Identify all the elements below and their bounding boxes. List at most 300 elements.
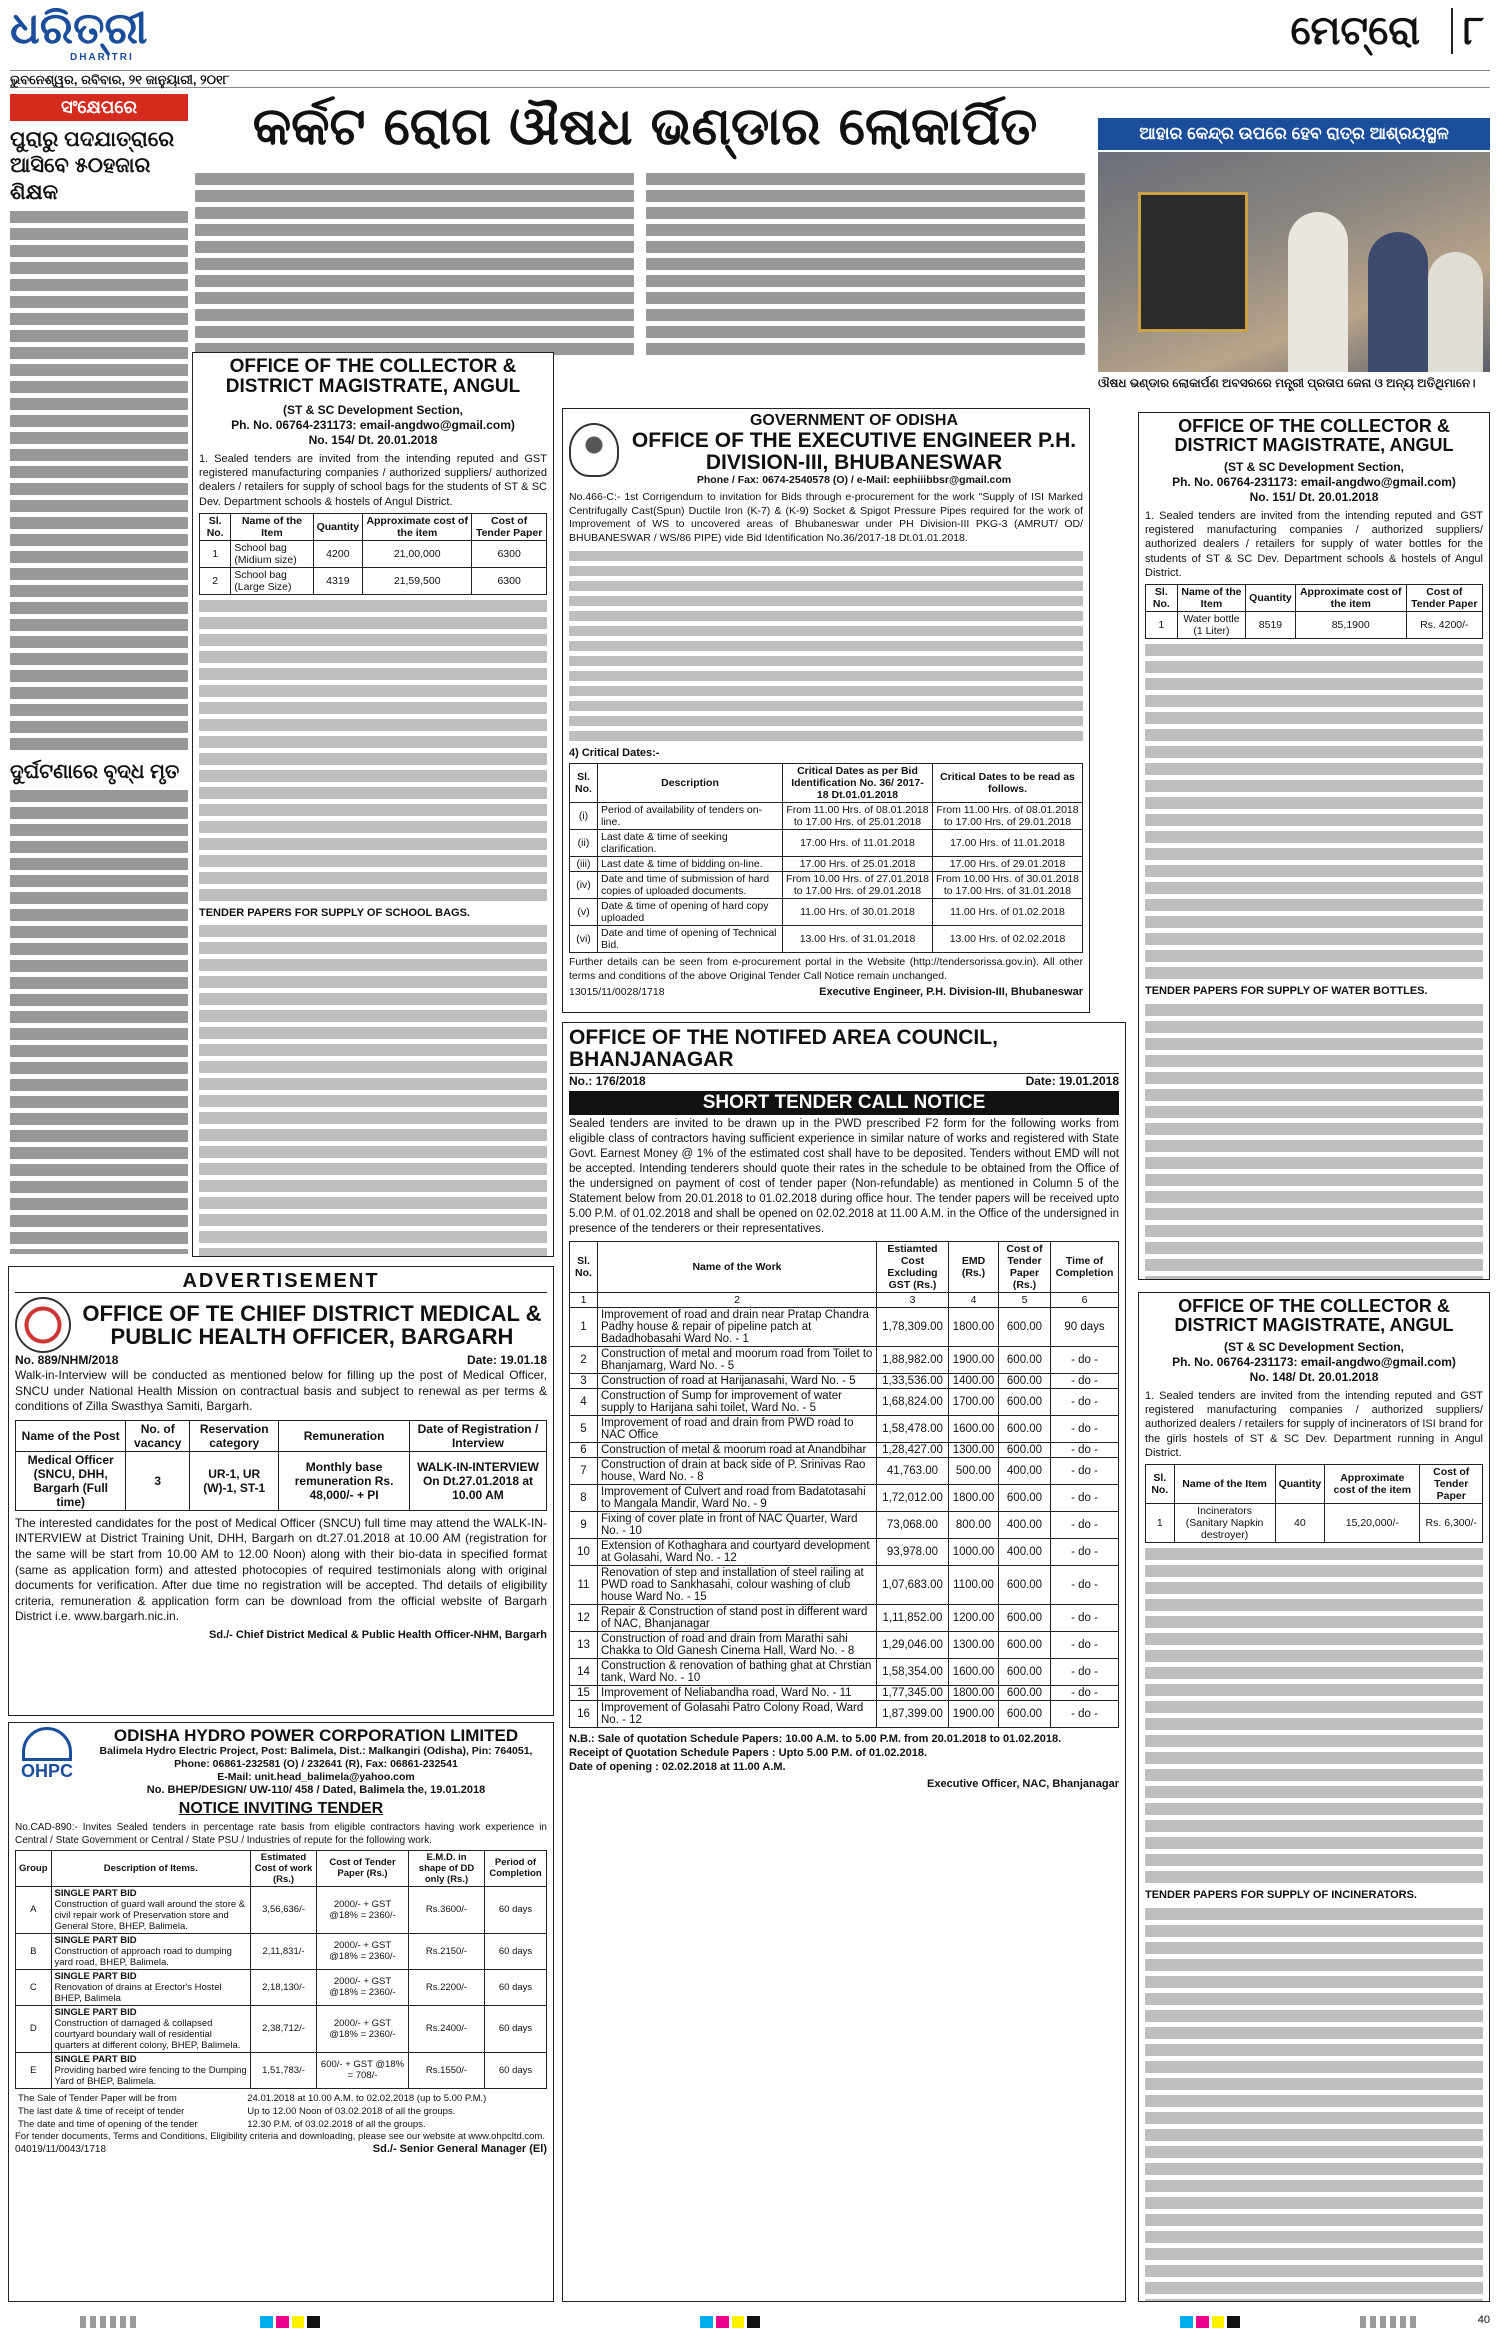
cell: 17.00 Hrs. of 29.01.2018: [933, 856, 1083, 871]
table-row: [570, 898, 1083, 925]
cell: 24.01.2018 at 10.00 A.M. to 02.02.2018 (up to 5.00 P.M.): [247, 2092, 487, 2104]
cell: 40: [1275, 1504, 1325, 1543]
cell: [51, 1933, 251, 1969]
conditions-placeholder: [199, 600, 547, 901]
cell: 400.00: [999, 1538, 1051, 1565]
notice-conditions-placeholder: [569, 551, 1083, 741]
cell: Medical Officer (SNCU, DHH, Bargarh (Full time): [16, 1451, 126, 1510]
table-row: [1146, 612, 1483, 639]
odisha-emblem-icon: [569, 423, 619, 477]
cell: Date and time of opening of Technical Bid.: [598, 925, 783, 952]
table-row: [570, 1565, 1119, 1604]
th: Cost of Tender Paper: [1406, 585, 1482, 612]
cell: 600.00: [999, 1565, 1051, 1604]
cell: 2: [570, 1346, 598, 1373]
photo-banner: ଆହାର କେନ୍ଦ୍ର ଉପରେ ହେବ ରାତ୍ର ଆଶ୍ରୟସ୍ଥଳ: [1098, 118, 1490, 150]
cell: (iii): [570, 856, 598, 871]
conditions-placeholder-2: [1145, 1908, 1483, 2302]
cell: 2000/- + GST @18% = 2360/-: [317, 2005, 409, 2052]
cell: Period of availability of tenders on-line.: [598, 802, 783, 829]
cell: Renovation of step and installation of steel railing at PWD road to Sankhasahi, colour washing of club house Ward No. - 15: [598, 1565, 877, 1604]
cell: B: [16, 1933, 52, 1969]
table-row: [570, 856, 1083, 871]
th: Name of the Item: [1174, 1465, 1275, 1504]
notice-intro: 1. Sealed tenders are invited from the intending reputed and GST registered manufacturing companies / authorized suppliers/ authorized dealers / retailers for supply of school bags for the students of ST & SC Dev. Department schools & hostels of Angul District.: [199, 452, 547, 508]
bid-type: SINGLE PART BID: [54, 1934, 137, 1946]
table-row: [16, 1886, 547, 1933]
th: Approximate cost of the item: [1295, 585, 1406, 612]
cell: Extension of Kothaghara and courtyard development at Golasahi, Ward No. - 12: [598, 1538, 877, 1565]
conditions-placeholder-2: [199, 925, 547, 1257]
cell: 60 days: [485, 2052, 547, 2088]
cell: 15: [570, 1685, 598, 1700]
cell: Rs. 6,300/-: [1420, 1504, 1483, 1543]
cell: E: [16, 2052, 52, 2088]
cell: 17.00 Hrs. of 11.01.2018: [933, 829, 1083, 856]
table-row: [16, 1969, 547, 2005]
cell: Construction of drain at back side of P. Srinivas Rao house, Ward No. - 8: [598, 1457, 877, 1484]
notice-intro: No.CAD-890:- Invites Sealed tenders in percentage rate basis from eligible contractors having work experience in Central / State Government or Central / State PSU / Industries of repute for the following work.: [15, 1821, 547, 1846]
cell: 90 days: [1051, 1307, 1119, 1346]
table-row: [15, 2092, 547, 2105]
signature: Executive Engineer, P.H. Division-III, Bhubaneswar: [819, 986, 1083, 999]
cell: 1000.00: [949, 1538, 999, 1565]
cell: 600.00: [999, 1388, 1051, 1415]
cell: 4: [949, 1292, 999, 1307]
table-row: [570, 1373, 1119, 1388]
notice-banner: NOTICE INVITING TENDER: [178, 1799, 384, 1817]
cell: 1,33,536.00: [877, 1373, 949, 1388]
item-phrase: TENDER PAPERS FOR SUPPLY OF SCHOOL BAGS.: [199, 907, 470, 920]
cell: 600.00: [999, 1484, 1051, 1511]
cell: - do -: [1051, 1565, 1119, 1604]
signature: Sd./- Chief District Medical & Public Health Officer-NHM, Bargarh: [209, 1628, 547, 1641]
cell: 8: [570, 1484, 598, 1511]
th: Name of the Post: [16, 1420, 126, 1451]
bid-type: SINGLE PART BID: [54, 2006, 137, 2018]
table-row: [570, 1484, 1119, 1511]
th: E.M.D. in shape of DD only (Rs.): [409, 1850, 485, 1886]
cell: - do -: [1051, 1457, 1119, 1484]
cell: 600.00: [999, 1346, 1051, 1373]
cell: Date and time of submission of hard copies of uploaded documents.: [598, 871, 783, 898]
conditions-placeholder: [1145, 1548, 1483, 1883]
cell: 4: [570, 1388, 598, 1415]
notice-cdmo-bargarh: [8, 1266, 554, 1716]
cell: 1800.00: [949, 1484, 999, 1511]
table-row: [570, 925, 1083, 952]
table-row: [15, 2105, 547, 2118]
notice-angul-school-bags: [192, 352, 554, 1257]
conditions-placeholder-2: [1145, 1004, 1483, 1280]
cell: 4200: [313, 541, 363, 568]
cell: 600.00: [999, 1685, 1051, 1700]
ohpc-logo: [15, 1727, 79, 1798]
cell: Fixing of cover plate in front of NAC Quarter, Ward No. - 10: [598, 1511, 877, 1538]
notice-number: No. 148/ Dt. 20.01.2018: [1249, 1369, 1379, 1384]
cell: 600.00: [999, 1658, 1051, 1685]
cell: 1,87,399.00: [877, 1700, 949, 1727]
th: Sl. No.: [570, 1241, 598, 1292]
notice-body: Sealed tenders are invited to be drawn up in the PWD prescribed F2 form for the following works from eligible class of contractors having sufficient experience in similar nature of works and registered with State Govt. Earnest Money @ 1% of the estimated cost shall have to be deposited. Tenders without EMD will not be accepted. Intending tenderers should quote their rates in the schedule to be obtained from the Office of the undersigned on payment of cost of tender paper (Non-refundable) as mentioned in Column 5 of the Statement below from 20.01.2018 to 01.02.2018 during office hour. The tender papers will be received upto 5.00 P.M. of 01.02.2018 and shall be opened on 02.02.2018 at 11.00 A.M. in the Office of the undersigned in presence of the tenderers or their representatives.: [569, 1118, 1119, 1235]
th: Cost of Tender Paper: [1420, 1465, 1483, 1504]
cell: 1: [570, 1292, 598, 1307]
ohpc-logo-icon: [22, 1727, 72, 1761]
notice-title: OFFICE OF THE COLLECTOR & DISTRICT MAGISTRATE, ANGUL: [1174, 416, 1454, 455]
th: Estiamted Cost Excluding GST (Rs.): [877, 1241, 949, 1292]
notice-banner: ADVERTISEMENT: [15, 1271, 547, 1293]
cell: - do -: [1051, 1685, 1119, 1700]
cell: 7: [570, 1457, 598, 1484]
cell: 13.00 Hrs. of 02.02.2018: [933, 925, 1083, 952]
notice-ee-ph-division: [562, 408, 1090, 1013]
cell: 1600.00: [949, 1658, 999, 1685]
cell: 2000/- + GST @18% = 2360/-: [317, 1969, 409, 2005]
table-row: [15, 2118, 547, 2131]
notice-title: OFFICE OF TE CHIEF DISTRICT MEDICAL & PUBLIC HEALTH OFFICER, BARGARH: [82, 1300, 542, 1349]
lead-headline: କର୍କଟ ରୋଗ ଔଷଧ ଭଣ୍ଡାର ଲୋକାର୍ପିତ: [252, 97, 1038, 157]
th: Name of the Work: [598, 1241, 877, 1292]
notice-number: No. BHEP/DESIGN/ UW-110/ 458 / Dated, Balimela the, 19.01.2018: [146, 1784, 486, 1797]
table-row: [200, 541, 547, 568]
cell: - do -: [1051, 1700, 1119, 1727]
cell: [51, 1969, 251, 2005]
th: Quantity: [1246, 585, 1296, 612]
cell: 2000/- + GST @18% = 2360/-: [317, 1933, 409, 1969]
cell: 6: [570, 1442, 598, 1457]
notice-email: E-Mail: unit.head_balimela@yahoo.com: [217, 1771, 415, 1784]
cell: 1900.00: [949, 1700, 999, 1727]
table-row: [570, 871, 1083, 898]
table-row: [570, 1685, 1119, 1700]
cell: Rs.2150/-: [409, 1933, 485, 1969]
cell: 12.30 P.M. of 03.02.2018 of all the groups.: [247, 2118, 426, 2130]
cell: 1,88,982.00: [877, 1346, 949, 1373]
cell: 41,763.00: [877, 1457, 949, 1484]
cell: 1400.00: [949, 1373, 999, 1388]
th: Quantity: [1275, 1465, 1325, 1504]
notice-title: OFFICE OF THE COLLECTOR & DISTRICT MAGISTRATE, ANGUL: [225, 356, 521, 397]
cell: 73,068.00: [877, 1511, 949, 1538]
cell: 1,77,345.00: [877, 1685, 949, 1700]
cell: The last date & time of receipt of tender: [18, 2105, 185, 2117]
table-row: [570, 829, 1083, 856]
table-row: [570, 802, 1083, 829]
notice-section: (ST & SC Development Section,: [1223, 459, 1405, 474]
table-row: [570, 1346, 1119, 1373]
notice-title: OFFICE OF THE COLLECTOR & DISTRICT MAGISTRATE, ANGUL: [1174, 1296, 1454, 1335]
cell: 1800.00: [949, 1685, 999, 1700]
table-row: [570, 1631, 1119, 1658]
logo-sub: DHARITRI: [70, 52, 134, 63]
dateline-text: ଭୁବନେଶ୍ୱର, ରବିବାର, ୨୧ ଜାନୁୟାରୀ, ୨୦୧୮: [10, 72, 230, 87]
notice-angul-incinerators: [1138, 1292, 1490, 2302]
bid-description: Construction of approach road to dumping yard road, BHEP, Balimela.: [54, 1945, 232, 1968]
cell: Construction of Sump for improvement of water supply to Harijana sahi toilet, Ward No. - 5: [598, 1388, 877, 1415]
cell: 5: [570, 1415, 598, 1442]
cell: 14: [570, 1658, 598, 1685]
ohpc-dates: [15, 2092, 547, 2131]
notice-title: OFFICE OF THE NOTIFED AREA COUNCIL, BHANJANAGAR: [569, 1027, 1119, 1074]
cell: 3: [877, 1292, 949, 1307]
cell: School bag (Large Size): [231, 568, 313, 595]
table-row: [16, 1451, 547, 1510]
cell: UR-1, UR (W)-1, ST-1: [190, 1451, 279, 1510]
cell: 800.00: [949, 1511, 999, 1538]
cell: Improvement of Culvert and road from Badatotasahi to Mangala Mandir, Ward No. - 9: [598, 1484, 877, 1511]
cell: (i): [570, 802, 598, 829]
cell: 12: [570, 1604, 598, 1631]
bid-description: Providing barbed wire fencing to the Dumping Yard of BHEP, Balimela.: [54, 2064, 247, 2087]
brief-title-2: ଦୁର୍ଘଟଣାରେ ବୃଦ୍ଧ ମୃତ: [10, 760, 180, 783]
cell: 17.00 Hrs. of 25.01.2018: [783, 856, 933, 871]
table-row: [570, 1511, 1119, 1538]
notice-number: No.: 176/2018: [569, 1074, 646, 1089]
th: Description of Items.: [51, 1850, 251, 1886]
cell: - do -: [1051, 1373, 1119, 1388]
signature: Executive Officer, NAC, Bhanjanagar: [927, 1778, 1119, 1791]
notice-body: The interested candidates for the post of Medical Officer (SNCU) full time may attend the WALK-IN-INTERVIEW at District Training Unit, DHH, Bargarh on dt.27.01.2018 at 10.00 AM (registration for the same will be start from 10.00 AM to 12.00 Noon) along with their bio-data in specified format (same as application form) and attested photocopies of required testimonials along with original documents for verification. After due time no registration will be accepted. Thd details of eligibility criteria, remuneration & application form can be download from the official website of Bargarh District i.e. www.bargarh.nic.in.: [15, 1515, 547, 1624]
cell: 2: [200, 568, 231, 595]
th: Cost of Tender Paper (Rs.): [999, 1241, 1051, 1292]
th: Approximate cost of the item: [1325, 1465, 1420, 1504]
cell: Up to 12.00 Noon of 03.02.2018 of all the groups.: [247, 2105, 456, 2117]
th: Cost of Tender Paper (Rs.): [317, 1850, 409, 1886]
notice-address: Balimela Hydro Electric Project, Post: Balimela, Dist.: Malkangiri (Odisha), Pin: 764051, Phone: 06861-232581 (O) / 232641 (R), Fax: 06861-232541: [99, 1744, 533, 1770]
cell: - do -: [1051, 1604, 1119, 1631]
cell: - do -: [1051, 1415, 1119, 1442]
item-phrase: TENDER PAPERS FOR SUPPLY OF INCINERATORS.: [1145, 1889, 1417, 1902]
cell: A: [16, 1886, 52, 1933]
bid-type: SINGLE PART BID: [54, 1887, 137, 1899]
items-table: [199, 513, 547, 595]
th: Name of the Item: [231, 514, 313, 541]
cell: - do -: [1051, 1511, 1119, 1538]
section-name: ମେଟ୍ରୋ: [1290, 8, 1420, 54]
cell: Repair & Construction of stand post in different ward of NAC, Bhanjanagar: [598, 1604, 877, 1631]
cell: 1: [1146, 1504, 1175, 1543]
cell: 60 days: [485, 1886, 547, 1933]
cell: From 11.00 Hrs. of 08.01.2018 to 17.00 Hrs. of 29.01.2018: [933, 802, 1083, 829]
notice-contact: Ph. No. 06764-231173: email-angdwo@gmail.com): [1172, 1354, 1456, 1369]
briefs-column: [10, 94, 188, 1254]
cell: From 10.00 Hrs. of 27.01.2018 to 17.00 Hrs. of 29.01.2018: [783, 871, 933, 898]
cell: Date & time of opening of hard copy uploaded: [598, 898, 783, 925]
cell: 11.00 Hrs. of 30.01.2018: [783, 898, 933, 925]
cell: 1,07,683.00: [877, 1565, 949, 1604]
cell: - do -: [1051, 1484, 1119, 1511]
dateline: [10, 70, 1490, 88]
notice-receipt: Receipt of Quotation Schedule Papers : Upto 5.00 P.M. of 01.02.2018.: [569, 1746, 928, 1759]
cell: 3: [570, 1373, 598, 1388]
th: Description: [598, 763, 783, 802]
th: Period of Completion: [485, 1850, 547, 1886]
notice-section: (ST & SC Development Section,: [282, 402, 464, 417]
works-table: [569, 1241, 1119, 1728]
cell: 1900.00: [949, 1346, 999, 1373]
notice-ref: 13015/11/0028/1718: [569, 986, 665, 999]
table-row: [570, 1442, 1119, 1457]
table-row: [570, 1307, 1119, 1346]
cell: - do -: [1051, 1538, 1119, 1565]
cell: 3,56,636/-: [251, 1886, 317, 1933]
cell: 17.00 Hrs. of 11.01.2018: [783, 829, 933, 856]
cell: 1,72,012.00: [877, 1484, 949, 1511]
cell: 2,11,831/-: [251, 1933, 317, 1969]
notice-banner: SHORT TENDER CALL NOTICE: [569, 1091, 1119, 1115]
notice-number: No. 889/NHM/2018: [15, 1353, 119, 1367]
th: Cost of Tender Paper: [472, 514, 547, 541]
cell: 1300.00: [949, 1442, 999, 1457]
th: Sl. No.: [200, 514, 231, 541]
th: Remuneration: [279, 1420, 410, 1451]
table-row: [200, 568, 547, 595]
cell: - do -: [1051, 1346, 1119, 1373]
th: Quantity: [313, 514, 363, 541]
cell: 1: [1146, 612, 1178, 639]
notice-nb: N.B.: Sale of quotation Schedule Papers: 10.00 A.M. to 5.00 P.M. from 20.01.2018 to 01.02.2018.: [569, 1732, 1062, 1745]
bid-description: Construction of damaged & collapsed courtyard boundary wall of residential quarters at different colony, BHEP, Balimela.: [54, 2017, 241, 2051]
cell: 60 days: [485, 1969, 547, 2005]
cell: 600.00: [999, 1631, 1051, 1658]
notice-intro: 1. Sealed tenders are invited from the intending reputed and GST registered manufacturing companies / authorized suppliers/ authorized dealers / retailers for supply of water bottles for the students of ST & SC Dev. Department schools & hostels of Angul District.: [1145, 509, 1483, 579]
cell: Construction of road at Harijanasahi, Ward No. - 5: [598, 1373, 877, 1388]
photo-caption: ଔଷଧ ଭଣ୍ଡାର ଲୋକାର୍ପଣ ଅବସରରେ ମନ୍ତ୍ରୀ ପ୍ରତାପ ଜେନା ଓ ଅନ୍ୟ ଅତିଥିମାନେ।: [1098, 376, 1476, 390]
cell: Monthly base remuneration Rs. 48,000/- + PI: [279, 1451, 410, 1510]
cell: 400.00: [999, 1457, 1051, 1484]
cell: 60 days: [485, 2005, 547, 2052]
cell: 13.00 Hrs. of 31.01.2018: [783, 925, 933, 952]
page-number: ୮: [1451, 8, 1484, 54]
critical-label: 4) Critical Dates:-: [569, 746, 660, 759]
cell: 600.00: [999, 1604, 1051, 1631]
cell: [51, 2005, 251, 2052]
cell: 93,978.00: [877, 1538, 949, 1565]
notice-footer: For tender documents, Terms and Conditions, Eligibility criteria and downloading, please see our website at www.ohpcltd.com.: [15, 2130, 545, 2142]
ohpc-table: [15, 1850, 547, 2089]
table-row: [1146, 1504, 1483, 1543]
table-row: [570, 1604, 1119, 1631]
cell: Rs.1550/-: [409, 2052, 485, 2088]
cell: 5: [999, 1292, 1051, 1307]
post-table: [15, 1420, 547, 1511]
brief-body-2: [10, 790, 188, 1254]
cell: 600.00: [999, 1307, 1051, 1346]
th: Estimated Cost of work (Rs.): [251, 1850, 317, 1886]
logo: [10, 3, 210, 68]
th: Name of the Item: [1177, 585, 1246, 612]
masthead: [10, 3, 1490, 88]
brief-title-1: ପୁରାରୁ ପଦଯାତ୍ରାରେ ଆସିବେ ୫୦ହଜାର ଶିକ୍ଷକ: [10, 128, 175, 204]
table-row: [570, 1457, 1119, 1484]
lead-article-body: [195, 168, 1085, 358]
cell: 21,00,000: [363, 541, 472, 568]
cell: 21,59,500: [363, 568, 472, 595]
notice-intro: 1. Sealed tenders are invited from the intending reputed and GST registered manufacturing companies / authorized suppliers/ authorized dealers / retailers for supply of incinerators of ISI brand for the girls hostels of ST & SC Dev. Department running in Angul District.: [1145, 1389, 1483, 1459]
cell: School bag (Midium size): [231, 541, 313, 568]
cell: 1: [570, 1307, 598, 1346]
cell: 1,58,354.00: [877, 1658, 949, 1685]
cell: 1,51,783/-: [251, 2052, 317, 2088]
bid-description: Renovation of drains at Erector's Hostel BHEP, Balimela: [54, 1981, 222, 2004]
cell: Improvement of road and drain from PWD road to NAC Office: [598, 1415, 877, 1442]
cell: 2,18,130/-: [251, 1969, 317, 2005]
table-row: [570, 1388, 1119, 1415]
notice-contact: Ph. No. 06764-231173: email-angdwo@gmail.com): [1172, 474, 1456, 489]
cell: Last date & time of bidding on-line.: [598, 856, 783, 871]
th: Time of Completion: [1051, 1241, 1119, 1292]
cell: 1,28,427.00: [877, 1442, 949, 1457]
notice-number: No. 154/ Dt. 20.01.2018: [308, 432, 438, 447]
cell: 11.00 Hrs. of 01.02.2018: [933, 898, 1083, 925]
cell: 1,58,478.00: [877, 1415, 949, 1442]
bid-type: SINGLE PART BID: [54, 1970, 137, 1982]
cell: 1,29,046.00: [877, 1631, 949, 1658]
notice-contact: Phone / Fax: 0674-2540578 (O) / e-Mail: eephiiibbsr@gmail.com: [696, 473, 1012, 486]
cell: 1100.00: [949, 1565, 999, 1604]
cell: 2,38,712/-: [251, 2005, 317, 2052]
th: Critical Dates as per Bid Identification No. 36/ 2017-18 Dt.01.01.2018: [783, 763, 933, 802]
th: Reservation category: [190, 1420, 279, 1451]
table-row: [570, 1538, 1119, 1565]
th: Sl. No.: [1146, 585, 1178, 612]
cell: 85,1900: [1295, 612, 1406, 639]
cell: [51, 1886, 251, 1933]
th: Approximate cost of the item: [363, 514, 472, 541]
cell: Improvement of road and drain near Pratap Chandra Padhy house & repair of pipeline patch at Badadhobasahi Ward No. - 1: [598, 1307, 877, 1346]
cell: Construction of road and drain from Marathi sahi Chakka to Old Ganesh Cinema Hall, Ward No. - 8: [598, 1631, 877, 1658]
cell: 600.00: [999, 1700, 1051, 1727]
cell: Water bottle (1 Liter): [1177, 612, 1246, 639]
notice-ref: 04019/11/0043/1718: [15, 2144, 107, 2156]
th: Group: [16, 1850, 52, 1886]
cell: 6: [1051, 1292, 1119, 1307]
cell: C: [16, 1969, 52, 2005]
cell: 2: [598, 1292, 877, 1307]
cell: 3: [126, 1451, 190, 1510]
cell: 400.00: [999, 1511, 1051, 1538]
bid-type: SINGLE PART BID: [54, 2053, 137, 2065]
cell: 600.00: [999, 1415, 1051, 1442]
cell: 6300: [472, 541, 547, 568]
cell: 15,20,000/-: [1325, 1504, 1420, 1543]
cell: Rs.2200/-: [409, 1969, 485, 2005]
cell: Rs. 4200/-: [1406, 612, 1482, 639]
notice-date: Date: 19.01.18: [466, 1353, 547, 1367]
cell: The Sale of Tender Paper will be from: [18, 2092, 177, 2104]
critical-dates-table: [569, 763, 1083, 953]
cell: - do -: [1051, 1631, 1119, 1658]
th: EMD (Rs.): [949, 1241, 999, 1292]
cell: [51, 2052, 251, 2088]
notice-body: No.466-C:- 1st Corrigendum to invitation for Bids through e-procurement for the work "Supply of ISI Marked Centrifugally Cast(Spun) Ductile Iron (K-7) & (K-9) Socket & Spigot Pressure Pipes required for the work of Improvement of WS to uncovered areas of Bhubaneswar under PH Division-III PKG-3 (AMRUT/ OD/ BHUBANESWAR / WS/86 PIPE) vide Bid Identification No.36/2017-18 Dt.01.01.2018.: [569, 491, 1083, 544]
notice-opening: Date of opening : 02.02.2018 at 11.00 A.M.: [569, 1761, 786, 1774]
cell: Improvement of Neliabandha road, Ward No. - 11: [598, 1685, 877, 1700]
cell: WALK-IN-INTERVIEW On Dt.27.01.2018 at 10.00 AM: [409, 1451, 546, 1510]
th: Critical Dates to be read as follows.: [933, 763, 1083, 802]
cell: 6300: [472, 568, 547, 595]
cell: 1,68,824.00: [877, 1388, 949, 1415]
notice-contact: Ph. No. 06764-231173: email-angdwo@gmail.com): [231, 417, 515, 432]
cell: 13: [570, 1631, 598, 1658]
th: No. of vacancy: [126, 1420, 190, 1451]
lead-photo: [1098, 152, 1490, 372]
briefs-label: ସଂକ୍ଷେପରେ: [10, 94, 188, 121]
cell: 16: [570, 1700, 598, 1727]
notice-title: ODISHA HYDRO POWER CORPORATION LIMITED: [113, 1726, 519, 1745]
notice-section: (ST & SC Development Section,: [1223, 1339, 1405, 1354]
notice-footer: Further details can be seen from e-procurement portal in the Website (http://tendersorissa.gov.in). All other terms and conditions of the above Original Tender Call Notice remain unchanged.: [569, 955, 1083, 982]
